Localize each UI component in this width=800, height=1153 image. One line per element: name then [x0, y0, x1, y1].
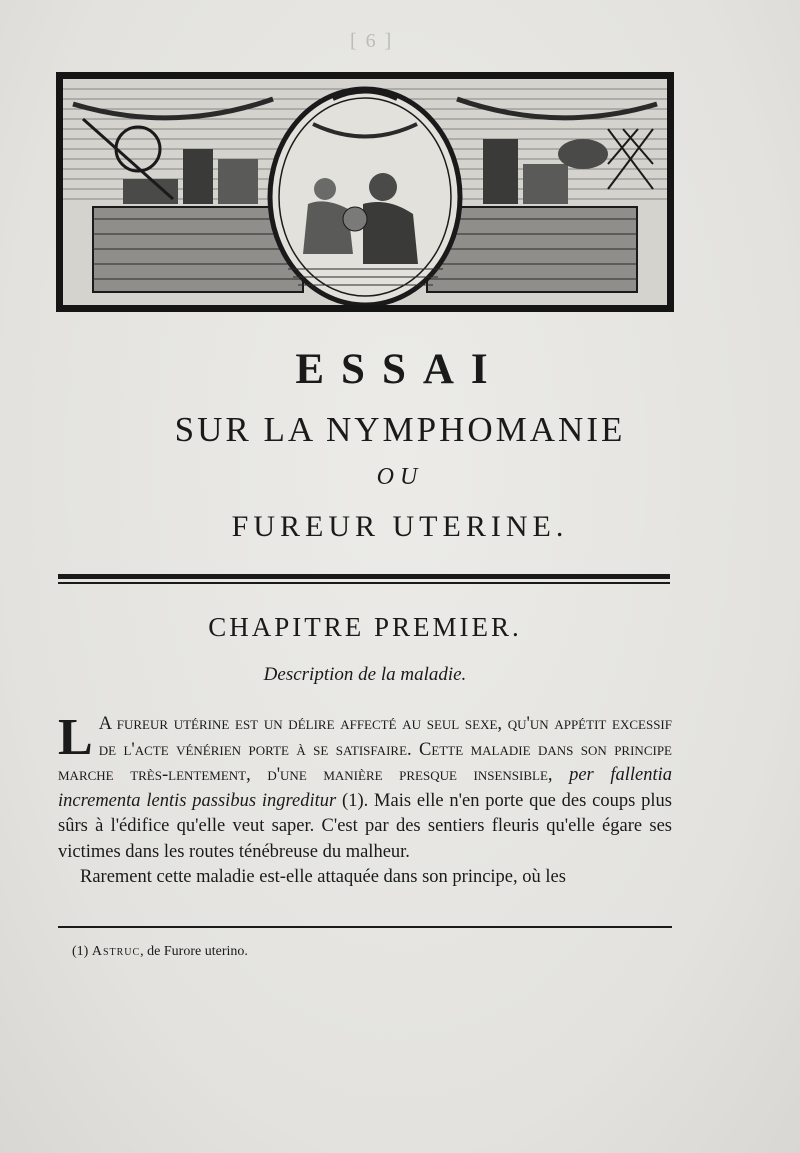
latin-quote: per fallentia incrementa lentis passibus ingreditur	[58, 765, 672, 811]
divider-thick	[58, 574, 670, 579]
body-text	[58, 709, 673, 891]
footnote	[72, 944, 248, 960]
chapter-subheading: Description de la maladie.	[263, 664, 467, 685]
drop-cap: L	[58, 709, 93, 766]
chapter-heading: CHAPITRE PREMIER.	[208, 612, 522, 642]
paragraph-2: Rarement cette maladie est-elle attaquée dans son principe, où les	[80, 867, 566, 887]
paragraph-1	[58, 709, 673, 865]
engraved-vignette-icon	[56, 72, 674, 312]
footnote-work: , de Furore uterino.	[140, 944, 248, 959]
footnote-author: Astruc	[91, 944, 141, 959]
footnote-rule	[58, 926, 672, 928]
footnote-marker: (1)	[72, 944, 89, 959]
divider-thin	[58, 582, 670, 584]
title-ou: OU	[376, 464, 424, 490]
title-essai: ESSAI	[295, 346, 505, 393]
title-nymphomanie: SUR LA NYMPHOMANIE	[174, 410, 626, 449]
page-number: [ 6 ]	[350, 30, 394, 52]
para1-end: (1). Mais elle n'en porte que des coups plus sûrs à l'édifice qu'elle veut saper. C'est par des sentiers fleuris qu'elle égare ses victimes dans les routes ténébreuse du malheur.	[58, 790, 673, 862]
title-fureur-uterine: FUREUR UTERINE.	[231, 510, 569, 543]
para1-start: A fureur utérine est un délire affecté au seul sexe, qu'un appétit excessif de l'acte vénérien porte à se satisfaire. Cette maladie dans son principe marche très-lentement, d'une manière presque insensible,	[58, 714, 672, 785]
